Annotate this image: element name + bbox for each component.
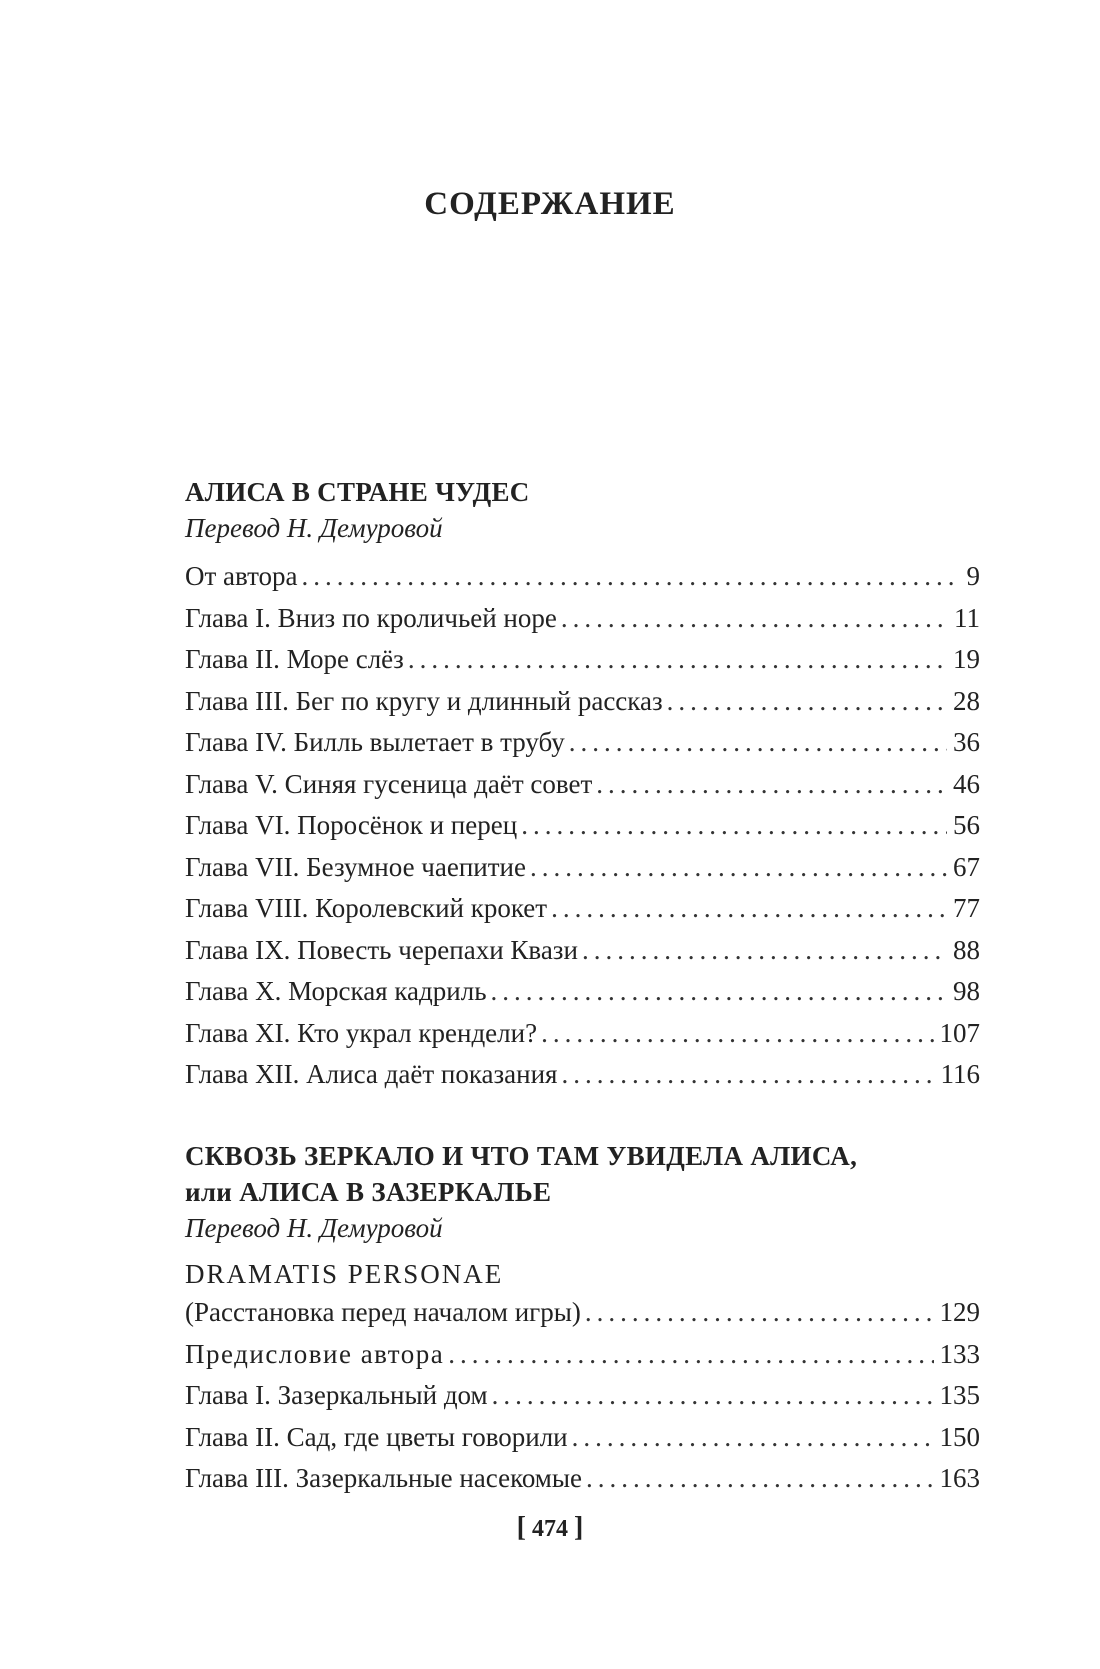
toc-entry-label: Глава II. Море слёз <box>185 644 404 674</box>
toc-entry-label: Глава X. Морская кадриль <box>185 976 487 1006</box>
toc-entry-label: Глава I. Зазеркальный дом <box>185 1380 488 1410</box>
toc-entry[interactable] <box>185 639 980 681</box>
toc-entry-label: От автора <box>185 561 298 591</box>
toc-entry[interactable] <box>185 847 980 889</box>
dot-leader <box>541 1013 933 1055</box>
toc-section-alice-wonderland <box>185 474 980 1096</box>
toc-entry-list <box>185 1292 980 1500</box>
section-title: АЛИСА В СТРАНЕ ЧУДЕС <box>185 477 530 507</box>
dot-leader <box>448 1334 933 1376</box>
toc-entry-page-number: 77 <box>953 893 980 923</box>
dot-leader <box>561 598 948 640</box>
folio-close-bracket: ] <box>574 1512 584 1543</box>
toc-entry[interactable] <box>185 556 980 598</box>
toc-entry[interactable] <box>185 805 980 847</box>
toc-entry[interactable] <box>185 681 980 723</box>
toc-entry-page-number: 46 <box>953 768 980 799</box>
toc-entry[interactable] <box>185 930 980 972</box>
dot-leader <box>569 722 947 764</box>
toc-entry-label: (Расстановка перед началом игры) <box>185 1297 581 1327</box>
toc-entry-page-number: 116 <box>940 1059 980 1089</box>
toc-entry-page-number: 163 <box>939 1463 980 1493</box>
toc-entry[interactable] <box>185 722 980 764</box>
toc-entry-label: Глава V. Синяя гусеница даёт совет <box>185 768 593 799</box>
section-title-line-1: СКВОЗЬ ЗЕРКАЛО И ЧТО ТАМ УВИДЕЛА АЛИСА, <box>185 1141 858 1171</box>
dot-leader <box>667 681 947 723</box>
toc-entry-page-number: 36 <box>953 727 980 757</box>
dot-leader <box>408 639 947 681</box>
dot-leader <box>561 1054 934 1096</box>
dot-leader <box>492 1375 934 1417</box>
toc-entry-page-number: 133 <box>939 1338 980 1369</box>
toc-entry-page-number: 11 <box>954 602 980 633</box>
dot-leader <box>572 1417 934 1459</box>
toc-entry[interactable] <box>185 971 980 1013</box>
dot-leader <box>585 1292 934 1334</box>
section-title-line-2: или АЛИСА В ЗАЗЕРКАЛЬЕ <box>185 1177 552 1207</box>
toc-entry[interactable] <box>185 1417 980 1459</box>
folio-number: 474 <box>532 1516 568 1542</box>
toc-entry-label: Глава VIII. Королевский крокет <box>185 893 548 923</box>
toc-entry-label: Глава XI. Кто украл крендели? <box>185 1017 538 1048</box>
toc-entry-page-number: 150 <box>939 1421 980 1452</box>
toc-entry-page-number: 88 <box>953 934 980 965</box>
folio-open-bracket: [ <box>516 1512 526 1543</box>
toc-entry[interactable] <box>185 598 980 640</box>
toc-entry-page-number: 107 <box>939 1017 980 1048</box>
toc-entry-label: Глава VI. Поросёнок и перец <box>185 810 518 840</box>
toc-entry-page-number: 129 <box>939 1297 980 1327</box>
translator-credit: Перевод Н. Демуровой <box>185 513 443 543</box>
translator-credit: Перевод Н. Демуровой <box>185 1213 443 1243</box>
toc-entry-page-number: 56 <box>953 810 980 840</box>
page-title: СОДЕРЖАНИЕ <box>424 186 676 222</box>
toc-entry[interactable] <box>185 888 980 930</box>
toc-entry[interactable] <box>185 1334 980 1376</box>
toc-entry-label: Глава III. Зазеркальные насекомые <box>185 1463 583 1493</box>
dot-leader <box>521 805 947 847</box>
toc-entry[interactable] <box>185 1458 980 1500</box>
dot-leader <box>596 764 947 806</box>
toc-entry-label: Глава IV. Билль вылетает в трубу <box>185 727 565 757</box>
dot-leader <box>491 971 947 1013</box>
toc-entry-label: Глава II. Сад, где цветы говорили <box>185 1421 568 1452</box>
dot-leader <box>582 930 947 972</box>
toc-entry-label: Глава XII. Алиса даёт показания <box>185 1059 558 1089</box>
toc-entry-page-number: 135 <box>939 1380 980 1410</box>
toc-entry-page-number: 67 <box>953 851 980 882</box>
dot-leader <box>530 847 947 889</box>
toc-entry-page-number: 28 <box>953 685 980 716</box>
toc-entry-page-number: 19 <box>953 644 980 674</box>
toc-entry-label: Глава I. Вниз по кроличьей норе <box>185 602 557 633</box>
dot-leader <box>586 1458 933 1500</box>
toc-entry-page-number: 98 <box>953 976 980 1006</box>
toc-section-through-looking-glass <box>185 1138 980 1500</box>
toc-entry[interactable] <box>185 1375 980 1417</box>
toc-entry-label: Предисловие автора <box>185 1338 445 1369</box>
toc-entry[interactable] <box>185 1054 980 1096</box>
toc-entry-list <box>185 556 980 1096</box>
toc-entry[interactable] <box>185 1013 980 1055</box>
page-number <box>0 1512 1100 1544</box>
toc-entry-label: Глава III. Бег по кругу и длинный рассказ <box>185 685 663 716</box>
toc-entry-label: Глава IX. Повесть черепахи Квази <box>185 934 578 965</box>
dramatis-personae-heading: DRAMATIS PERSONAE <box>185 1259 504 1289</box>
dot-leader <box>302 556 961 598</box>
dot-leader <box>551 888 947 930</box>
toc-entry-page-number: 9 <box>966 561 980 591</box>
toc-entry-label: Глава VII. Безумное чаепитие <box>185 851 526 882</box>
toc-entry[interactable] <box>185 764 980 806</box>
toc-entry[interactable] <box>185 1292 980 1334</box>
